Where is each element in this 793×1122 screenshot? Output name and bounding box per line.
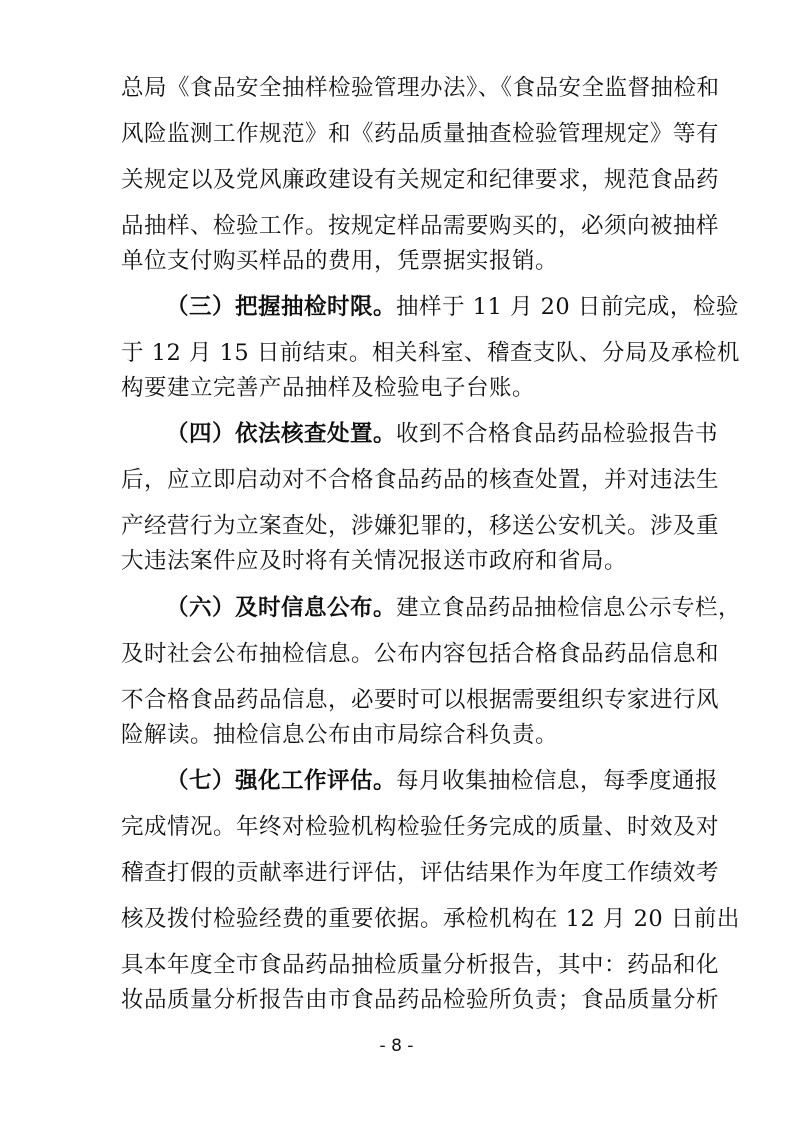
section-text: 建立食品药品抽检信息公示专栏， [396, 595, 742, 621]
paragraph-line: 后，应立即启动对不合格食品药品的核查处置，并对违法生 [121, 467, 720, 493]
section-text: 抽样于 11 月 20 日前完成，检验 [396, 294, 739, 320]
paragraph-line: 完成情况。年终对检验机构检验任务完成的质量、时效及对 [121, 814, 720, 840]
paragraph-line: 品抽样、检验工作。按规定样品需要购买的，必须向被抽样 [121, 213, 720, 239]
paragraph-line: 不合格食品药品信息，必要时可以根据需要组织专家进行风 [121, 687, 720, 713]
section-text: 每月收集抽检信息，每季度通报 [396, 768, 719, 794]
page-number: - 8 - [379, 1036, 414, 1056]
section-first-line [166, 766, 719, 796]
section-text: 收到不合格食品药品检验报告书 [396, 421, 719, 447]
paragraph-line: 于 12 月 15 日前结束。相关科室、稽查支队、分局及承检机 [121, 340, 740, 366]
paragraph-line: 大违法案件应及时将有关情况报送市政府和省局。 [121, 548, 628, 574]
section-heading: （七）强化工作评估。 [166, 768, 397, 794]
paragraph-line: 核及拨付检验经费的重要依据。承检机构在 12 月 20 日前出 [121, 906, 740, 932]
paragraph-line: 及时社会公布抽检信息。公布内容包括合格食品药品信息和 [121, 641, 720, 667]
paragraph-line: 稽查打假的贡献率进行评估，评估结果作为年度工作绩效考 [121, 860, 720, 886]
paragraph-line: 具本年度全市食品药品抽检质量分析报告，其中：药品和化 [121, 952, 720, 978]
section-first-line [166, 593, 742, 623]
section-heading: （三）把握抽检时限。 [166, 294, 397, 320]
paragraph-line: 产经营行为立案查处，涉嫌犯罪的，移送公安机关。涉及重 [121, 513, 720, 539]
section-first-line [166, 419, 719, 449]
paragraph-line: 总局《食品安全抽样检验管理办法》、《食品安全监督抽检和 [121, 75, 720, 101]
section-first-line [166, 292, 739, 322]
paragraph-line: 险解读。抽检信息公布由市局综合科负责。 [121, 722, 559, 748]
paragraph-line: 单位支付购买样品的费用，凭票据实报销。 [121, 248, 559, 274]
paragraph-line: 关规定以及党风廉政建设有关规定和纪律要求，规范食品药 [121, 167, 720, 193]
paragraph-line: 构要建立完善产品抽样及检验电子台账。 [121, 375, 536, 401]
section-heading: （四）依法核查处置。 [166, 421, 397, 447]
section-heading: （六）及时信息公布。 [166, 595, 397, 621]
paragraph-line: 妆品质量分析报告由市食品药品检验所负责；食品质量分析 [121, 987, 720, 1013]
paragraph-line: 风险监测工作规范》和《药品质量抽查检验管理规定》等有 [121, 121, 720, 147]
